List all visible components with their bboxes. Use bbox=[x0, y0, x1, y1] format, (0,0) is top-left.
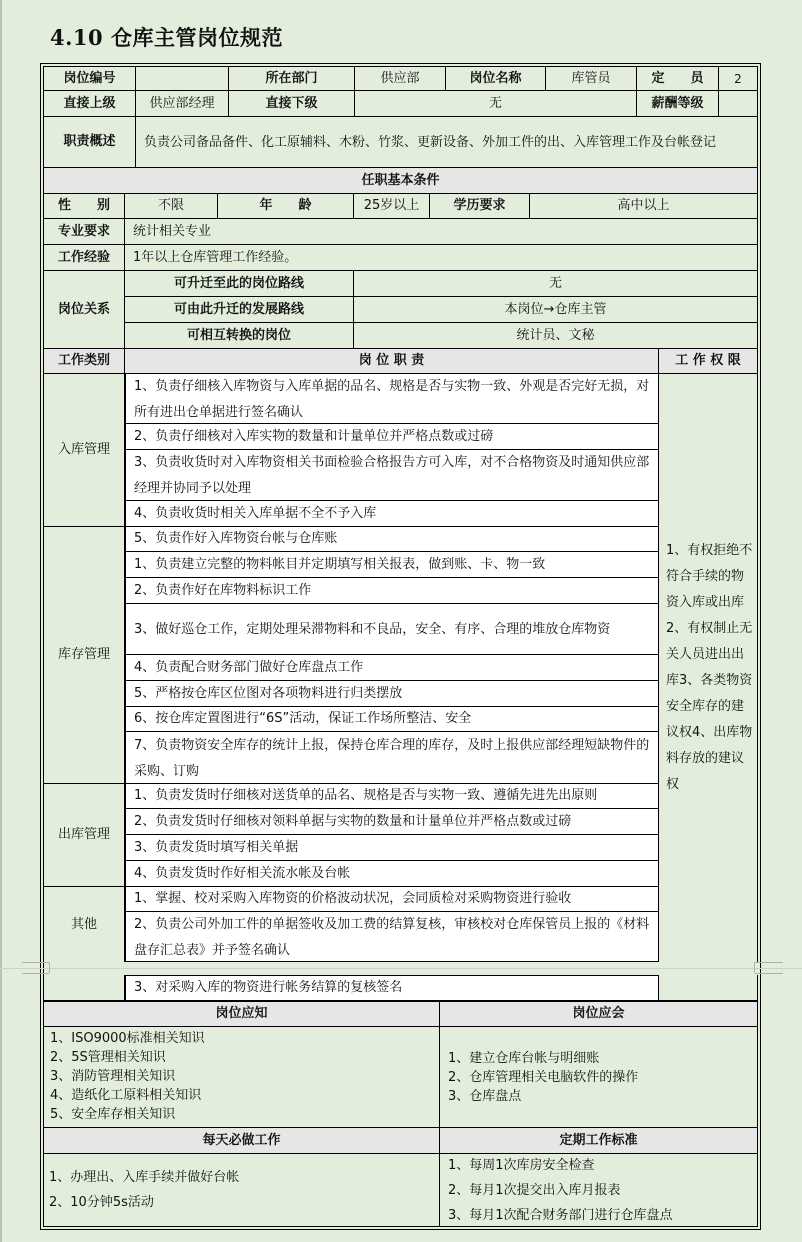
salary-value bbox=[719, 91, 757, 117]
relation-swap-value: 统计员、文秘 bbox=[354, 323, 757, 349]
should-know-item: 2、5S管理相关知识 bbox=[50, 1050, 166, 1065]
duty-item: 4、负责收货时相关入库单据不全不予入库 bbox=[125, 501, 659, 527]
category-inbound: 入库管理 bbox=[44, 374, 125, 527]
authority-header: 工 作 权 限 bbox=[659, 349, 757, 374]
duty-item: 2、负责仔细核对入库实物的数量和计量单位并严格点数或过磅 bbox=[125, 424, 659, 450]
duty-item bbox=[125, 374, 659, 424]
duty-text: 7、负责物资安全库存的统计上报，保持仓库合理的库存，及时上报供应部经理短缺物件的采购、订购 bbox=[134, 737, 650, 779]
salary-label: 薪酬等级 bbox=[637, 91, 719, 117]
duty-item: 2、负责发货时仔细核对领料单据与实物的数量和计量单位并严格点数或过磅 bbox=[125, 809, 659, 835]
age-value: 25岁以上 bbox=[354, 194, 430, 219]
dept-value: 供应部 bbox=[355, 67, 446, 91]
major-label: 专业要求 bbox=[44, 219, 125, 245]
duty-item bbox=[125, 912, 659, 962]
summary-label: 职责概述 bbox=[44, 117, 136, 168]
page-break-tick-left bbox=[49, 962, 50, 973]
page-edge bbox=[0, 0, 2, 1242]
should-know-item: 5、安全库存相关知识 bbox=[50, 1107, 176, 1122]
category-other-continued bbox=[44, 975, 125, 1001]
relation-up-label: 可升迁至此的岗位路线 bbox=[125, 271, 354, 297]
post-name-label: 岗位名称 bbox=[446, 67, 546, 91]
superior-value: 供应部经理 bbox=[136, 91, 229, 117]
should-know-item: 4、造纸化工原料相关知识 bbox=[50, 1088, 202, 1103]
duty-item: 1、负责建立完整的物料帐目并定期填写相关报表，做到账、卡、物一致 bbox=[125, 552, 659, 578]
headcount-value: 2 bbox=[719, 67, 757, 91]
duty-item: 4、负责配合财务部门做好仓库盘点工作 bbox=[125, 655, 659, 681]
gender-value: 不限 bbox=[125, 194, 218, 219]
post-name-value: 库管员 bbox=[546, 67, 637, 91]
subordinate-label: 直接下级 bbox=[229, 91, 355, 117]
duty-item: 6、按仓库定置图进行“6S”活动，保证工作场所整洁、安全 bbox=[125, 707, 659, 732]
subordinate-value: 无 bbox=[355, 91, 637, 117]
age-label: 年 龄 bbox=[218, 194, 354, 219]
relation-next-label: 可由此升迁的发展路线 bbox=[125, 297, 354, 323]
relation-next-value: 本岗位→仓库主管 bbox=[354, 297, 757, 323]
duty-item: 1、掌握、校对采购入库物资的价格波动状况，会同质检对采购物资进行验收 bbox=[125, 887, 659, 912]
should-do-item: 3、仓库盘点 bbox=[448, 1088, 522, 1104]
category-outbound: 出库管理 bbox=[44, 784, 125, 887]
superior-label: 直接上级 bbox=[44, 91, 136, 117]
duty-item bbox=[125, 450, 659, 501]
authority-cell bbox=[659, 374, 757, 962]
should-know-cell bbox=[44, 1027, 440, 1128]
duty-item: 5、严格按仓库区位图对各项物料进行归类摆放 bbox=[125, 681, 659, 707]
headcount-label: 定 员 bbox=[637, 67, 719, 91]
periodic-item: 3、每月1次配合财务部门进行仓库盘点 bbox=[448, 1207, 673, 1223]
duty-item: 4、负责发货时作好相关流水帐及台帐 bbox=[125, 861, 659, 887]
duty-item: 1、负责发货时仔细核对送货单的品名、规格是否与实物一致、遵循先进先出原则 bbox=[125, 784, 659, 809]
should-do-header: 岗位应会 bbox=[440, 1001, 757, 1027]
should-know-header: 岗位应知 bbox=[44, 1001, 440, 1027]
duty-text: 2、负责公司外加工件的单据签收及加工费的结算复核，审核校对仓库保管员上报的《材料盘存汇总表》并予签名确认 bbox=[134, 916, 650, 958]
periodic-list bbox=[440, 1151, 681, 1230]
authority-cell-continued bbox=[659, 975, 757, 1001]
relation-swap-label: 可相互转换的岗位 bbox=[125, 323, 354, 349]
should-know-list bbox=[44, 1027, 211, 1126]
daily-item: 1、办理出、入库手续并做好台帐 bbox=[49, 1170, 240, 1185]
duty-item: 3、负责发货时填写相关单据 bbox=[125, 835, 659, 861]
requirements-section-title: 任职基本条件 bbox=[44, 168, 757, 194]
should-do-cell bbox=[440, 1027, 757, 1128]
summary-text: 负责公司备品备件、化工原辅料、木粉、竹浆、更新设备、外加工件的出、入库管理工作及台帐登记 bbox=[144, 134, 717, 150]
authority-text: 1、有权拒绝不符合手续的物资入库或出库2、有权制止无关人员进出出库3、各类物资安全库存的建议权4、出库物料存放的建议权 bbox=[666, 543, 753, 792]
should-do-item: 1、建立仓库台帐与明细账 bbox=[448, 1050, 600, 1066]
duty-item bbox=[125, 732, 659, 784]
daily-header: 每天必做工作 bbox=[44, 1128, 440, 1154]
summary-value bbox=[136, 117, 757, 168]
page-title: 4.10 仓库主管岗位规范 bbox=[50, 25, 283, 50]
duty-item bbox=[125, 604, 659, 655]
daily-list bbox=[44, 1163, 247, 1217]
periodic-item: 2、每月1次提交出入库月报表 bbox=[448, 1182, 621, 1198]
education-label: 学历要求 bbox=[430, 194, 530, 219]
category-header: 工作类别 bbox=[44, 349, 125, 374]
should-know-item: 1、ISO9000标准相关知识 bbox=[50, 1031, 205, 1046]
duty-text: 3、负责收货时对入库物资相关书面检验合格报告方可入库，对不合格物资及时通知供应部经理并协同予以处理 bbox=[134, 455, 650, 496]
periodic-header: 定期工作标准 bbox=[440, 1128, 757, 1154]
periodic-item: 1、每周1次库房安全检查 bbox=[448, 1157, 595, 1173]
duty-header: 岗 位 职 责 bbox=[125, 349, 659, 374]
duty-item: 3、对采购入库的物资进行帐务结算的复核签名 bbox=[125, 975, 659, 1001]
duty-text: 3、做好巡仓工作，定期处理呆滞物料和不良品，安全、有序、合理的堆放仓库物资 bbox=[134, 622, 611, 637]
category-inventory: 库存管理 bbox=[44, 527, 125, 784]
education-value: 高中以上 bbox=[530, 194, 757, 219]
page-break-tick-right bbox=[754, 962, 755, 973]
post-no-label: 岗位编号 bbox=[44, 67, 136, 91]
post-no-value bbox=[136, 67, 229, 91]
should-do-list bbox=[440, 1047, 644, 1108]
duty-item: 2、负责作好在库物料标识工作 bbox=[125, 578, 659, 604]
category-other: 其他 bbox=[44, 887, 125, 962]
dept-label: 所在部门 bbox=[229, 67, 355, 91]
duty-text: 1、负责仔细核入库物资与入库单据的品名、规格是否与实物一致、外观是否完好无损，对所有进出仓单据进行签名确认 bbox=[134, 378, 650, 420]
should-know-item: 3、消防管理相关知识 bbox=[50, 1069, 176, 1084]
experience-label: 工作经验 bbox=[44, 245, 125, 271]
should-do-item: 2、仓库管理相关电脑软件的操作 bbox=[448, 1069, 639, 1085]
page-break-line bbox=[0, 968, 802, 969]
major-value: 统计相关专业 bbox=[125, 219, 757, 245]
experience-value: 1年以上仓库管理工作经验。 bbox=[125, 245, 757, 271]
daily-cell bbox=[44, 1154, 440, 1226]
duty-item: 5、负责作好入库物资台帐与仓库账 bbox=[125, 527, 659, 552]
relation-up-value: 无 bbox=[354, 271, 757, 297]
gender-label: 性 别 bbox=[44, 194, 125, 219]
daily-item: 2、10分钟5s活动 bbox=[49, 1195, 154, 1210]
page-break-marker-left bbox=[22, 962, 49, 974]
page-break-marker-right bbox=[755, 962, 783, 974]
relation-label: 岗位关系 bbox=[44, 271, 125, 349]
periodic-cell bbox=[440, 1154, 757, 1226]
